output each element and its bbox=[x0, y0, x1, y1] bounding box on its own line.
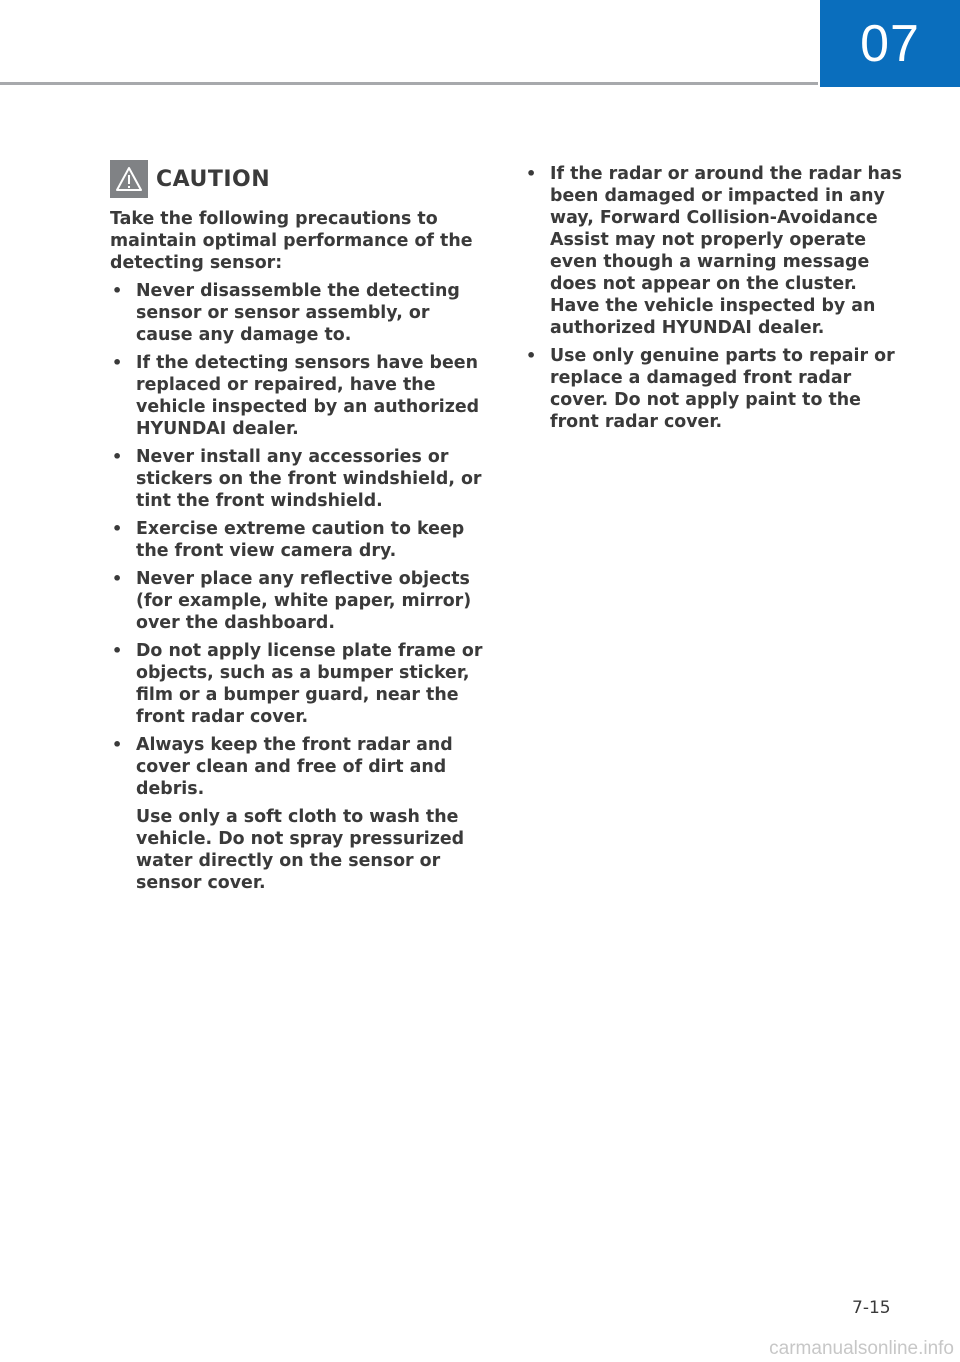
left-column bbox=[110, 160, 490, 900]
list-item: • Never disassemble the detecting sensor or sensor assembly, or cause any damage to. bbox=[110, 280, 490, 346]
list-item: • Exercise extreme caution to keep the front view camera dry. bbox=[110, 518, 490, 562]
caution-list bbox=[110, 280, 490, 894]
chapter-number: 07 bbox=[860, 14, 920, 73]
caution-title: CAUTION bbox=[156, 166, 271, 192]
list-item: • If the radar or around the radar has been damaged or impacted in any way, Forward Collision-Avoidance Assist may not properly operate even though a warning message does not appear on the cluster. Have the vehicle inspected by an authorized HYUNDAI dealer. bbox=[524, 163, 904, 339]
right-column bbox=[524, 163, 904, 439]
list-item: • If the detecting sensors have been replaced or repaired, have the vehicle inspected by an authorized HYUNDAI dealer. bbox=[110, 352, 490, 440]
watermark: carmanualsonline.info bbox=[769, 1338, 954, 1359]
page-number: 7-15 bbox=[852, 1298, 891, 1318]
list-item: • Never place any reflective objects (for example, white paper, mirror) over the dashboard. bbox=[110, 568, 490, 634]
list-item bbox=[110, 734, 490, 894]
header-rule bbox=[0, 82, 818, 85]
caution-intro: Take the following precautions to maintain optimal performance of the detecting sensor: bbox=[110, 209, 473, 273]
list-item: • Never install any accessories or stickers on the front windshield, or tint the front windshield. bbox=[110, 446, 490, 512]
caution-list-continued bbox=[524, 163, 904, 433]
list-item: • Do not apply license plate frame or objects, such as a bumper sticker, film or a bumper guard, near the front radar cover. bbox=[110, 640, 490, 728]
caution-heading bbox=[110, 160, 490, 198]
list-item-subparagraph: Use only a soft cloth to wash the vehicle. Do not spray pressurized water directly on the sensor or sensor cover. bbox=[136, 807, 465, 893]
list-item: • Use only genuine parts to repair or replace a damaged front radar cover. Do not apply paint to the front radar cover. bbox=[524, 345, 904, 433]
list-item-text: Always keep the front radar and cover clean and free of dirt and debris. bbox=[136, 735, 453, 799]
chapter-tab bbox=[820, 0, 960, 87]
warning-triangle-icon bbox=[110, 160, 148, 198]
